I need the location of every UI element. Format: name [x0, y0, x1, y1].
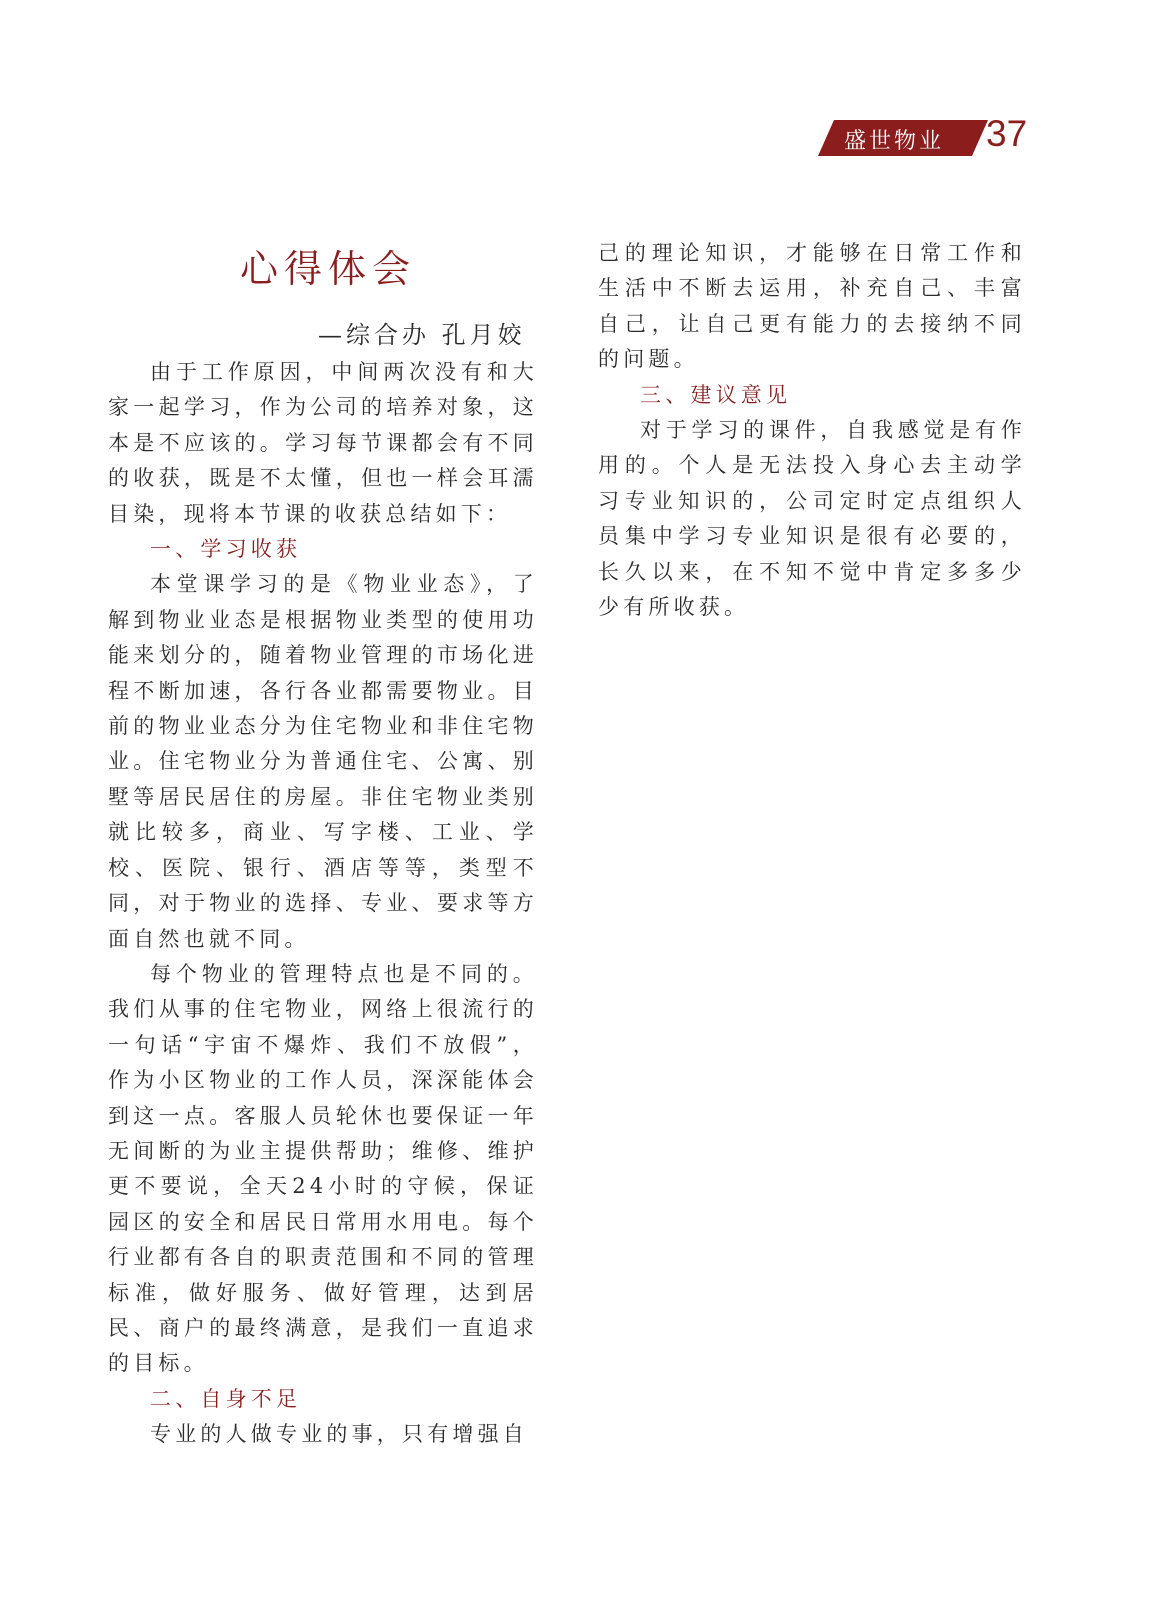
section-heading: 二、自身不足: [150, 1386, 302, 1411]
paragraph: 本堂课学习的是《物业业态》，了解到物业业态是根据物业类型的使用功能来划分的，随着物业管理的市场化进程不断加速，各行各业都需要物业。目前的物业业态分为住宅物业和非住宅物业。住宅物业分为普通住宅、公寓、别墅等居民居住的房屋。非住宅物业类别就比较多，商业、写字楼、工业、学校、医院、银行、酒店等等，类型不同，对于物业的选择、专业、要求等方面自然也就不同。: [108, 572, 538, 951]
section-header-tab: [818, 120, 988, 156]
section-heading: 一、学习收获: [150, 537, 302, 562]
article-byline: —综合办 孔月姣: [318, 321, 526, 349]
section-label: 盛世物业: [844, 129, 945, 154]
paragraph: 对于学习的课件，自我感觉是有作用的。个人是无法投入身心去主动学习专业知识的，公司定时定点组织人员集中学习专业知识是很有必要的，长久以来，在不知不觉中肯定多多少少有所收获。: [598, 418, 1026, 620]
left-column: [108, 355, 538, 1453]
section-heading: 三、建议意见: [640, 382, 792, 407]
paragraph-continued: 己的理论知识，才能够在日常工作和生活中不断去运用，补充自己、丰富自己，让自己更有能力的去接纳不同的问题。: [598, 241, 1026, 372]
paragraph: 由于工作原因，中间两次没有和大家一起学习，作为公司的培养对象，这本是不应该的。学习每节课都会有不同的收获，既是不太懂，但也一样会耳濡目染，现将本节课的收获总结如下：: [108, 360, 538, 526]
paragraph: 专业的人做专业的事，只有增强自: [150, 1422, 528, 1447]
paragraph: 每个物业的管理特点也是不同的。我们从事的住宅物业，网络上很流行的一句话“宇宙不爆炸、我们不放假”，作为小区物业的工作人员，深深能体会到这一点。客服人员轮休也要保证一年无间断的为业主提供帮助；维修、维护更不要说，全天24小时的守候，保证园区的安全和居民日常用水用电。每个行业都有各自的职责范围和不同的管理标准，做好服务、做好管理，达到居民、商户的最终满意，是我们一直追求的目标。: [108, 961, 538, 1376]
article-title: 心得体会: [240, 247, 417, 291]
page-number: 37: [986, 113, 1028, 154]
right-column: [598, 236, 1026, 625]
